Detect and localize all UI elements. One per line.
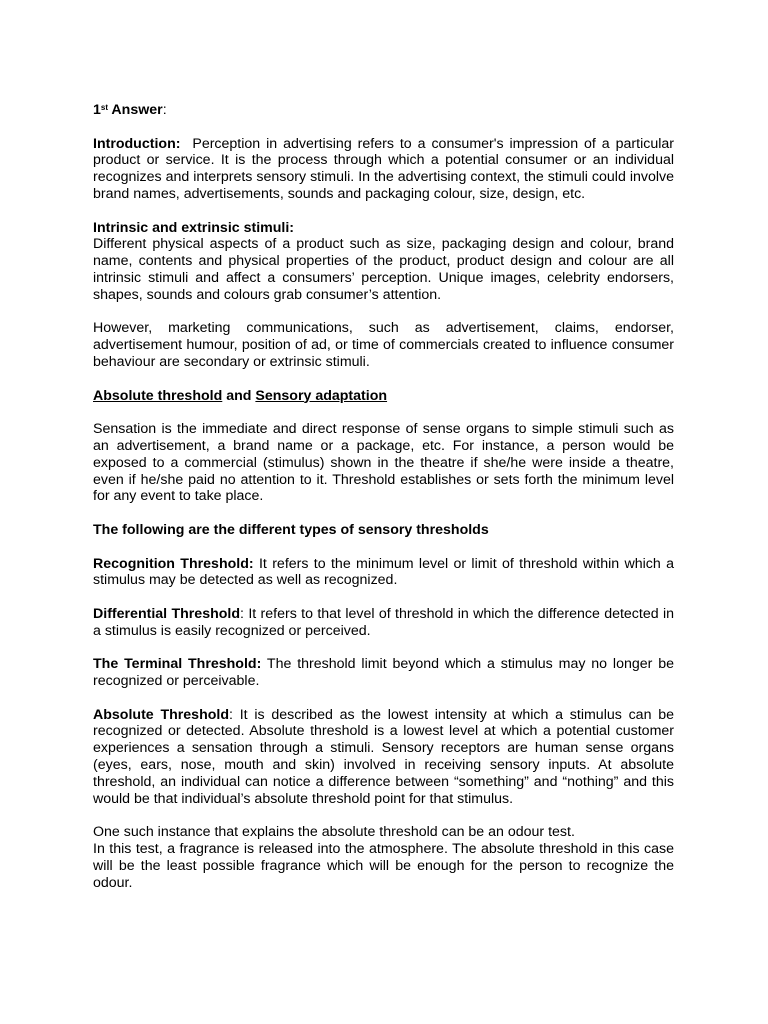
intrinsic-heading	[93, 220, 674, 237]
odour-test-intro: One such instance that explains the absolute threshold can be an odour test.	[93, 824, 575, 841]
heading-and: and	[222, 387, 256, 404]
answer-number-superscript: st	[100, 103, 109, 112]
terminal-paragraph	[93, 656, 674, 690]
document-body	[93, 102, 678, 891]
differential-label: Differential Threshold	[93, 605, 241, 622]
recognition-label: Recognition Threshold:	[93, 555, 254, 572]
recognition-paragraph	[93, 556, 674, 590]
threshold-types-heading	[93, 522, 674, 539]
differential-paragraph	[93, 606, 674, 640]
absolute-threshold-heading: Absolute threshold	[93, 387, 223, 404]
differential-text: : It refers to that level of threshold in which the difference detected in a stimulus is easily recognized or perceived.	[93, 605, 675, 639]
answer-heading	[93, 102, 674, 119]
absolute-text: : It is described as the lowest intensity at which a stimulus can be recognized or detected. Absolute threshold is a lowest level at which a potential customer experiences a sensation through a stimuli. Sensory receptors are human sense organs (eyes, ears, nose, mouth and skin) involved in receiving sensory inputs. At absolute threshold, an individual can notice a difference between “something” and “nothing” and this would be that individual’s absolute threshold point for that stimulus.	[93, 706, 674, 807]
introduction-text: Perception in advertising refers to a consumer's impression of a particular product or service. It is the process through which a potential consumer or an individual recognizes and interprets sensory stimuli. In the advertising context, the stimuli could involve brand names, advertisements, sounds and packaging colour, size, design, etc.	[93, 135, 678, 202]
odour-test-paragraph: In this test, a fragrance is released into the atmosphere. The absolute threshold in this case will be the least possible fragrance which will be enough for the person to recognize the odour.	[93, 841, 674, 891]
absolute-paragraph	[93, 707, 674, 808]
answer-colon: :	[162, 102, 167, 118]
sensory-adaptation-heading: Sensory adaptation	[255, 387, 388, 404]
extrinsic-paragraph: However, marketing communications, such as advertisement, claims, endorser, advertisement humour, position of ad, or time of commercials created to influence consumer behaviour are secondary or extrinsic stimuli.	[93, 320, 674, 370]
introduction-paragraph	[93, 135, 678, 203]
terminal-text: The threshold limit beyond which a stimulus may no longer be recognized or perceivable.	[93, 656, 674, 690]
absolute-label: Absolute Threshold	[93, 706, 230, 723]
intrinsic-heading-text: Intrinsic and extrinsic stimuli:	[93, 219, 295, 236]
threshold-types-heading-text: The following are the different types of sensory thresholds	[93, 521, 489, 538]
absolute-section-heading	[93, 388, 674, 405]
answer-number: 1	[93, 102, 101, 118]
introduction-label: Introduction:	[93, 135, 181, 152]
sensation-paragraph: Sensation is the immediate and direct response of sense organs to simple stimuli such as an advertisement, a brand name or a package, etc. For instance, a person would be exposed to a commercial (stimulus) shown in the theatre if she/he were inside a theatre, even if he/she paid no attention to it. Threshold establishes or sets forth the minimum level for any event to take place.	[93, 421, 674, 505]
recognition-text: It refers to the minimum level or limit of threshold within which a stimulus may be detected as well as recognized.	[93, 555, 674, 589]
intrinsic-paragraph: Different physical aspects of a product such as size, packaging design and colour, brand name, contents and physical properties of the product, product design and colour are all intrinsic stimuli and affect a consumers’ perception. Unique images, celebrity endorsers, shapes, sounds and colours grab consumer’s attention.	[93, 236, 674, 303]
answer-label: Answer	[108, 102, 163, 118]
terminal-label: The Terminal Threshold:	[93, 656, 262, 673]
